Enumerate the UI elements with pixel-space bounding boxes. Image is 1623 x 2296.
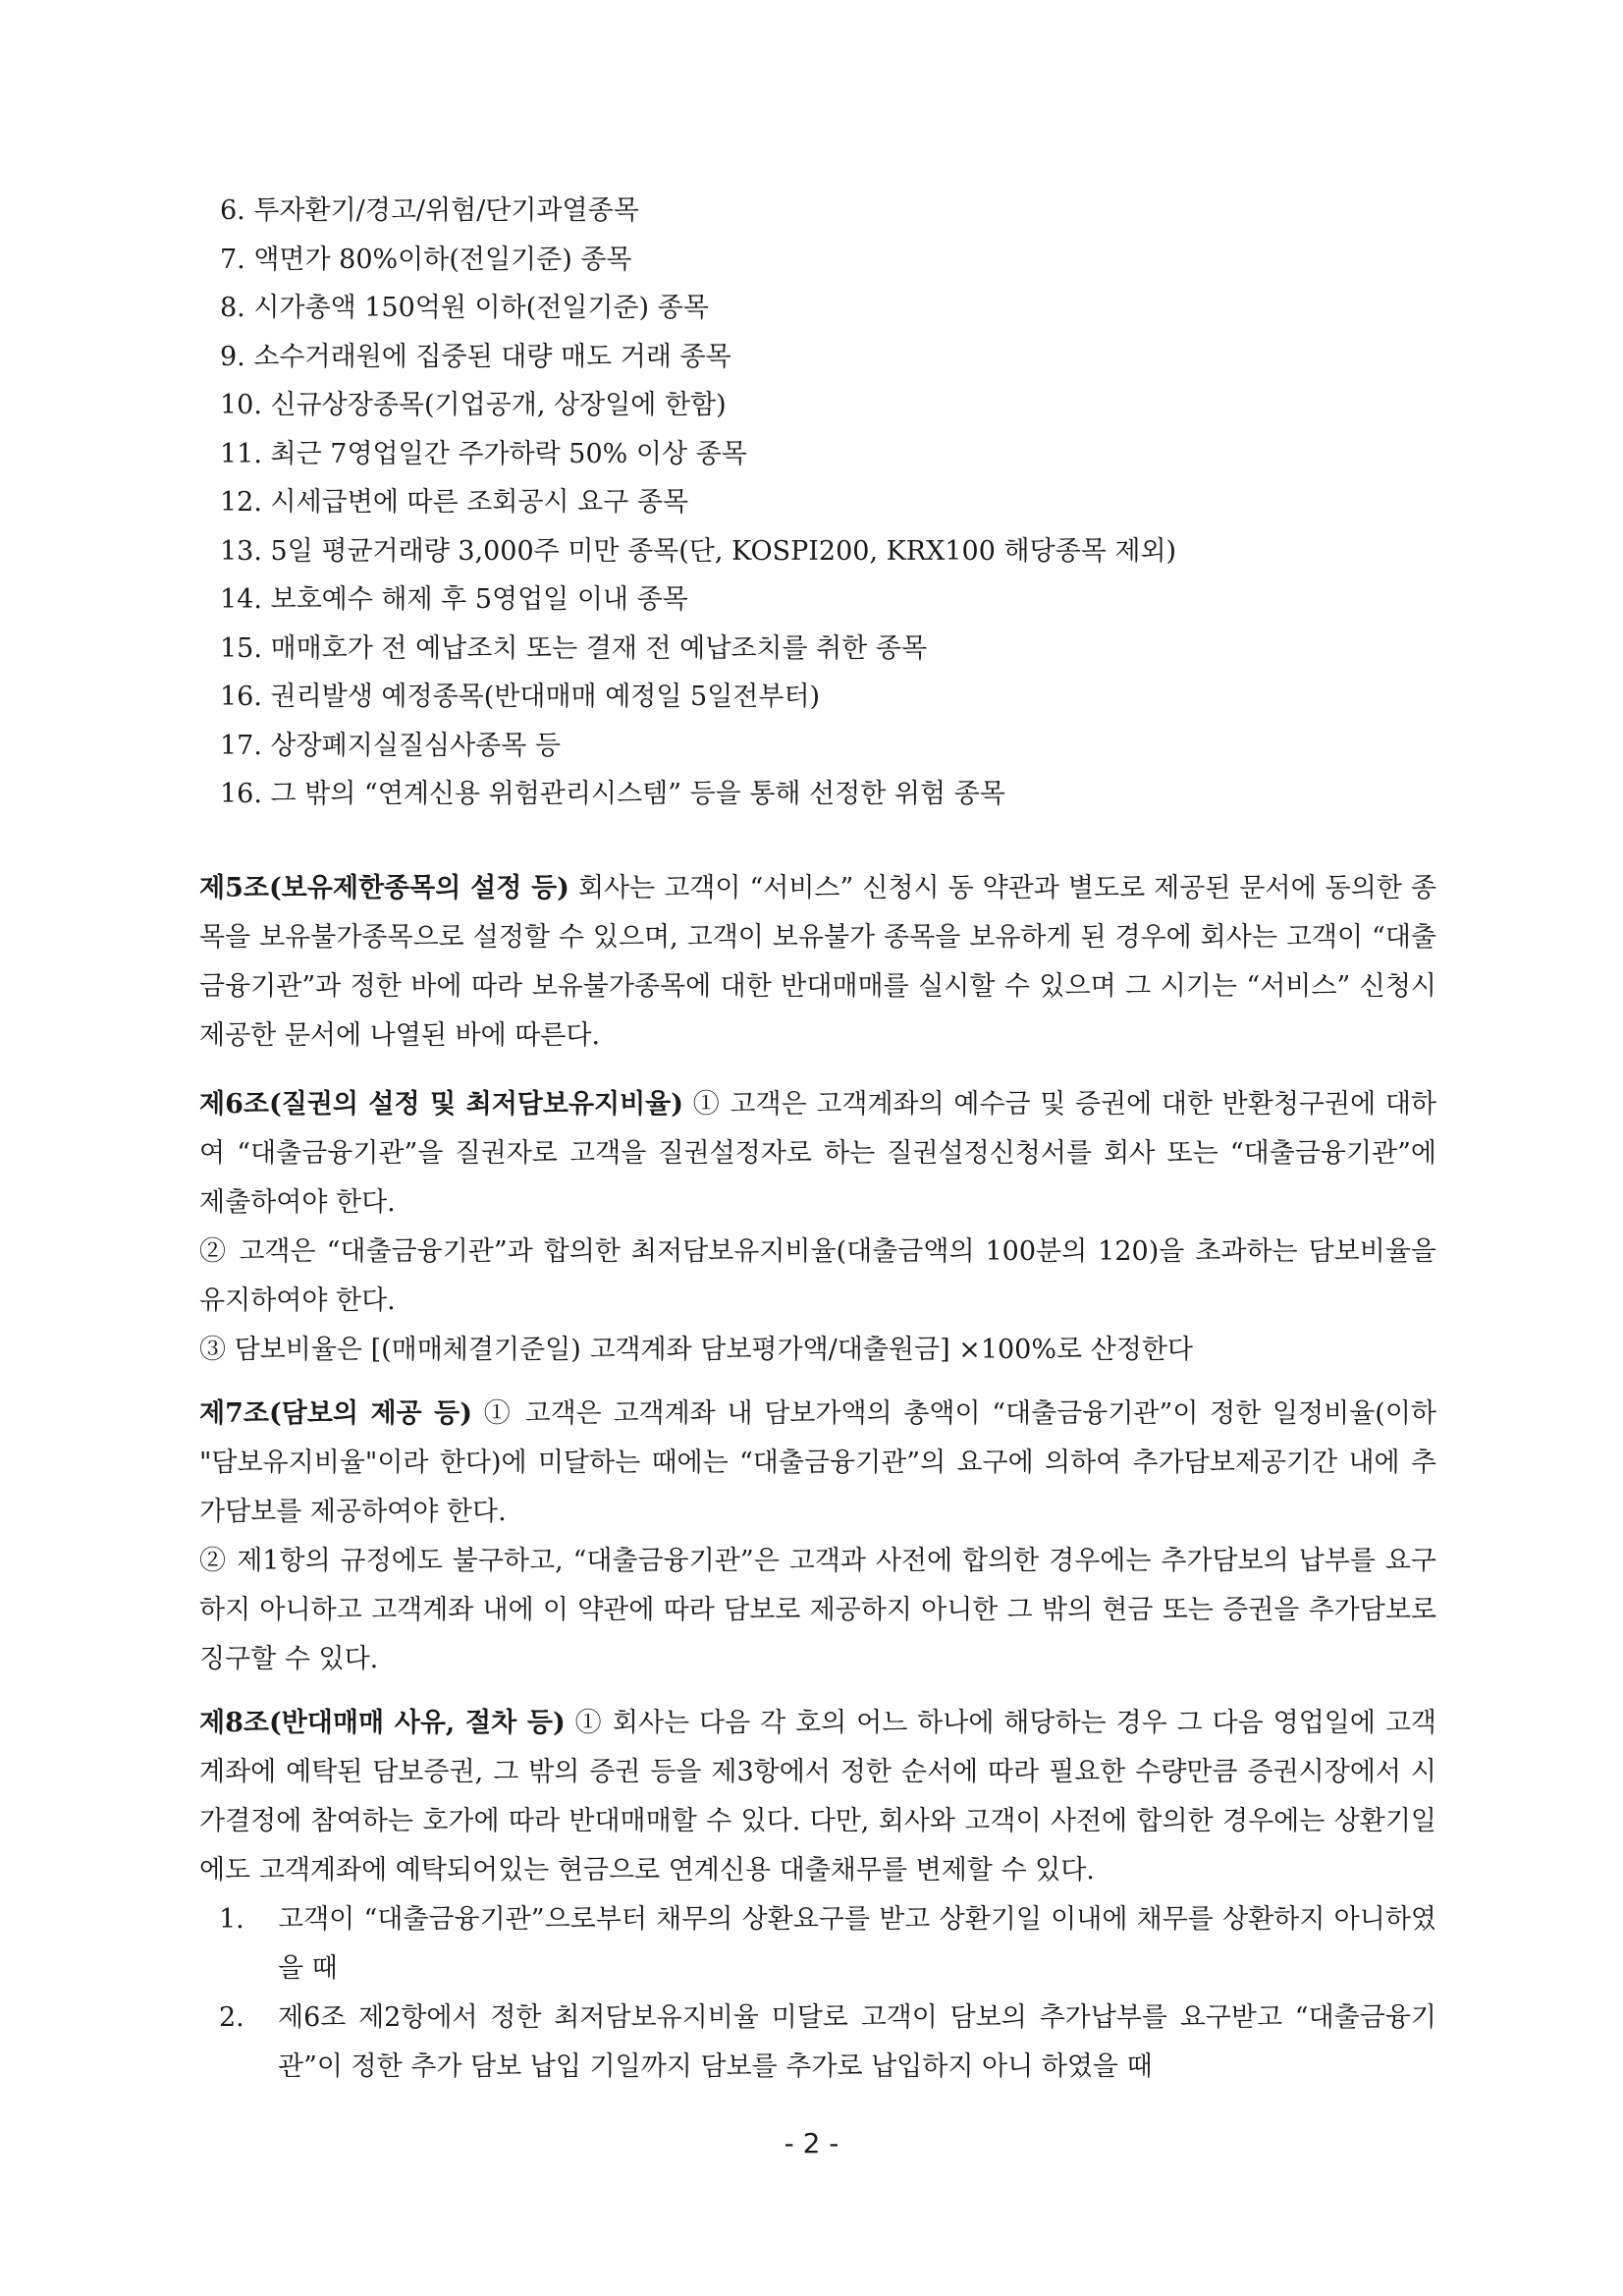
- list-item: 15. 매매호가 전 예납조치 또는 결재 전 예납조치를 취한 종목: [220, 632, 928, 664]
- article-5-body: 회사는 고객이 “서비스” 신청시 동 약관과 별도로 제공된 문서에 동의한 종목을 보유불가종목으로 설정할 수 있으며, 고객이 보유불가 종목을 보유하게 된 경우에 회사는 고객이 “대출금융기관”과 정한 바에 따라 보유불가종목에 대한 반대매매를 실시할 수 있으며 그 시기는 “서비스” 신청시 제공한 문서에 나열된 바에 따른다.: [199, 873, 1436, 1051]
- sub-item-text: 제6조 제2항에서 정한 최저담보유지비율 미달로 고객이 담보의 추가납부를 요구받고 “대출금융기관”이 정한 추가 담보 납입 기일까지 담보를 추가로 납입하지 아니 하였을 때: [278, 2002, 1436, 2082]
- list-item: 13. 5일 평균거래량 3,000주 미만 종목(단, KOSPI200, KRX100 해당종목 제외): [220, 535, 1177, 567]
- article-7-paragraph-1: [199, 1390, 1436, 1537]
- restricted-items-list: [220, 187, 1437, 819]
- list-item: 6. 투자환기/경고/위험/단기과열종목: [220, 195, 639, 226]
- article-6: [199, 1080, 1436, 1375]
- list-item: 14. 보호예수 해제 후 5영업일 이내 종목: [220, 584, 688, 615]
- article-8-body: ① 회사는 다음 각 호의 어느 하나에 해당하는 경우 그 다음 영업일에 고객계좌에 예탁된 담보증권, 그 밖의 증권 등을 제3항에서 정한 순서에 따라 필요한 수량만큼 증권시장에서 시가결정에 참여하는 호가에 따라 반대매매할 수 있다. 다만, 회사와 고객이 사전에 합의한 경우에는 상환기일에도 고객계좌에 예탁되어있는 현금으로 연계신용 대출채무를 변제할 수 있다.: [199, 1708, 1436, 1886]
- article-8-paragraph-1: [199, 1699, 1436, 1895]
- article-6-paragraph-2: ② 고객은 “대출금융기관”과 합의한 최저담보유지비율(대출금액의 100분의 120)을 초과하는 담보비율을 유지하여야 한다.: [199, 1236, 1436, 1316]
- list-item: 7. 액면가 80%이하(전일기준) 종목: [220, 244, 632, 275]
- article-5-heading: 제5조(보유제한종목의 설정 등): [199, 873, 569, 903]
- article-8-heading: 제8조(반대매매 사유, 절차 등): [199, 1708, 566, 1738]
- list-item: 9. 소수거래원에 집중된 대량 매도 거래 종목: [220, 341, 731, 372]
- article-6-body: ① 고객은 고객계좌의 예수금 및 증권에 대한 반환청구권에 대하여 “대출금융기관”을 질권자로 고객을 질권설정자로 하는 질권설정신청서를 회사 또는 “대출금융기관”에 제출하여야 한다.: [199, 1089, 1436, 1218]
- article-6-heading: 제6조(질권의 설정 및 최저담보유지비율): [199, 1089, 684, 1120]
- article-8: [199, 1699, 1436, 2092]
- list-item: 11. 최근 7영업일간 주가하락 50% 이상 종목: [220, 438, 747, 469]
- article-6-paragraph-3: ③ 담보비율은 [(매매체결기준일) 고객계좌 담보평가액/대출원금] ×100%로 산정한다: [199, 1335, 1193, 1365]
- list-item: 8. 시가총액 150억원 이하(전일기준) 종목: [220, 293, 709, 323]
- page-number: - 2 -: [784, 2127, 839, 2159]
- article-8-sub-list: [199, 1895, 1436, 2092]
- article-6-paragraph-1: [199, 1080, 1436, 1228]
- list-item: 16. 그 밖의 “연계신용 위험관리시스템” 등을 통해 선정한 위험 종목: [220, 779, 1005, 809]
- article-7-body: ① 고객은 고객계좌 내 담보가액의 총액이 “대출금융기관”이 정한 일정비율(이하 "담보유지비율"이라 한다)에 미달하는 때에는 “대출금융기관”의 요구에 의하여 추가담보제공기간 내에 추가담보를 제공하여야 한다.: [199, 1398, 1436, 1527]
- list-item: 16. 권리발생 예정종목(반대매매 예정일 5일전부터): [220, 682, 821, 712]
- list-item: 12. 시세급변에 따른 조회공시 요구 종목: [220, 487, 689, 518]
- sub-item-text: 고객이 “대출금융기관”으로부터 채무의 상환요구를 받고 상환기일 이내에 채무를 상환하지 아니하였을 때: [278, 1904, 1436, 1984]
- sub-item-number: 2.: [219, 2002, 244, 2033]
- list-item: 17. 상장폐지실질심사종목 등: [220, 730, 562, 761]
- article-5-paragraph: [199, 864, 1436, 1061]
- article-7-paragraph-2: ② 제1항의 규정에도 불구하고, “대출금융기관”은 고객과 사전에 합의한 경우에는 추가담보의 납부를 요구하지 아니하고 고객계좌 내에 이 약관에 따라 담보로 제공하지 아니한 그 밖의 현금 또는 증권을 추가담보로 징구할 수 있다.: [199, 1546, 1436, 1674]
- sub-item-number: 1.: [219, 1904, 244, 1935]
- sub-list-item: [199, 1994, 1436, 2092]
- article-7: [199, 1390, 1436, 1684]
- sub-list-item: [199, 1895, 1436, 1994]
- article-7-heading: 제7조(담보의 제공 등): [199, 1398, 473, 1429]
- article-5: [199, 864, 1436, 1061]
- list-item: 10. 신규상장종목(기업공개, 상장일에 한함): [220, 390, 727, 420]
